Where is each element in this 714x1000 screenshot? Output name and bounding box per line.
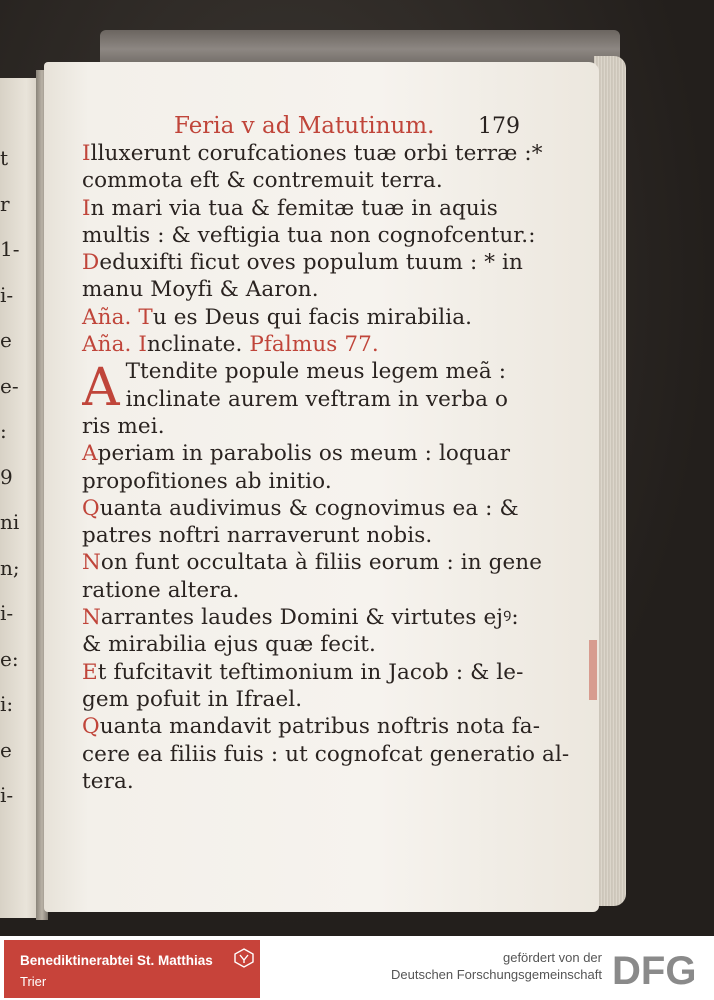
text-line [82, 631, 569, 658]
text-line [82, 549, 569, 576]
left-page-fragment: i- [0, 783, 14, 807]
rubric-initial: D [82, 250, 100, 276]
line-text: & mirabilia ejus quæ fecit. [82, 632, 376, 658]
line-text: u es Deus qui facis mirabilia. [152, 304, 473, 330]
left-page-fragment: e [0, 328, 12, 352]
line-text: gem pofuit in Ifrael. [82, 686, 303, 712]
line-text: patres noftri narraverunt nobis. [82, 523, 433, 549]
text-line [82, 659, 569, 686]
rubric-initial: Q [82, 495, 100, 521]
text-line [82, 331, 569, 358]
footer-bar [0, 936, 714, 1000]
text-line [82, 686, 569, 713]
rubric-initial: I [138, 332, 147, 358]
rubric-initial: N [82, 605, 101, 631]
rubric-initial: I [82, 141, 91, 166]
line-text: nclinate. [146, 332, 250, 358]
page-marker-ribbon [589, 640, 597, 700]
text-line [82, 604, 569, 631]
text-line: inclinate aurem veftram in verba o [125, 386, 509, 412]
line-text: t fufcitavit teftimonium in Jacob : & le- [97, 659, 524, 685]
line-text: ratione altera. [82, 577, 240, 603]
rubric-initial: I [82, 195, 91, 221]
rubric-initial: Aña. [82, 332, 132, 358]
line-text: on funt occultata à filiis eorum : in gene [100, 550, 543, 576]
left-page-fragment: e: [0, 646, 19, 671]
running-header: Feria v ad Matutinum. [174, 113, 435, 139]
line-text: periam in parabolis os meum : loquar [97, 441, 511, 467]
left-page-fragment: 9 [0, 464, 13, 489]
text-line [82, 768, 569, 795]
rubric-initial: Q [82, 714, 100, 740]
line-text: commota eft & contremuit terra. [82, 168, 443, 194]
text-line [82, 222, 569, 249]
text-line [82, 276, 569, 303]
psalm-opening [82, 358, 569, 413]
line-text: propofitiones ab initio. [82, 468, 332, 494]
text-line [82, 440, 569, 467]
left-page-fragment: i- [0, 282, 14, 307]
left-page-fragment: 1- [0, 237, 20, 261]
dfg-logo[interactable] [610, 946, 710, 990]
left-page-fragment: i: [0, 692, 14, 716]
abbey-logo-icon [234, 948, 254, 968]
left-page-fragment: i- [0, 601, 14, 625]
text-lines [82, 140, 569, 795]
dfg-logo-text: DFG [612, 949, 697, 990]
rubric-initial: A [82, 441, 98, 467]
left-page-fragment: : [0, 419, 7, 443]
left-page-fragment: e- [0, 373, 19, 398]
text-line [82, 495, 569, 522]
text-line [82, 140, 569, 167]
text-line: Ttendite popule meus legem meã : [125, 359, 507, 385]
line-text: multis : & veftigia tua non cognofcentur.: [82, 222, 536, 248]
text-line [82, 577, 569, 604]
line-text: tera. [82, 768, 134, 794]
line-text: uanta audivimus & cognovimus ea : & [99, 495, 519, 521]
left-page-fragment: r [0, 191, 10, 216]
funding-line-2: Deutschen Forschungsgemeinschaft [390, 967, 602, 982]
left-page-fragment: t [0, 146, 9, 170]
page-number: 179 [478, 114, 520, 139]
institution-badge[interactable] [4, 940, 260, 998]
line-text: ris mei. [82, 413, 165, 439]
text-line [82, 713, 569, 740]
left-page-fragment: ni [0, 510, 20, 534]
text-line [82, 195, 569, 222]
text-line [82, 468, 569, 495]
institution-city: Trier [20, 974, 47, 989]
rubric-initial: T [138, 304, 153, 330]
drop-capital: A [82, 358, 120, 413]
text-line [82, 741, 569, 768]
line-text: manu Moyfi & Aaron. [82, 277, 319, 303]
text-line [82, 249, 569, 276]
text-line [82, 304, 569, 331]
text-line [82, 167, 569, 194]
text-line [82, 413, 569, 440]
text-line [82, 522, 569, 549]
left-page-fragment: n; [0, 555, 20, 580]
rubric-initial: N [82, 550, 101, 576]
institution-name: Benediktinerabtei St. Matthias [20, 953, 213, 968]
left-page-fragment: e [0, 737, 12, 762]
funding-line-1: gefördert von der [502, 950, 602, 965]
line-text: n mari via tua & femitæ tuæ in aquis [90, 195, 498, 221]
line-text: uanta mandavit patribus noftris nota fa- [99, 714, 541, 740]
line-text: lluxerunt corufcationes tuæ orbi terræ :* [90, 141, 543, 166]
line-text: eduxifti ficut oves populum tuum : * in [99, 250, 523, 276]
rubric-initial: Aña. [82, 304, 132, 330]
line-text: cere ea filiis fuis : ut cognofcat generatio al- [82, 741, 570, 767]
rubric-initial: E [82, 659, 98, 685]
line-text: arrantes laudes Domini & virtutes ejꝰ: [100, 605, 519, 631]
rubric-initial: Pfalmus 77. [249, 332, 379, 358]
